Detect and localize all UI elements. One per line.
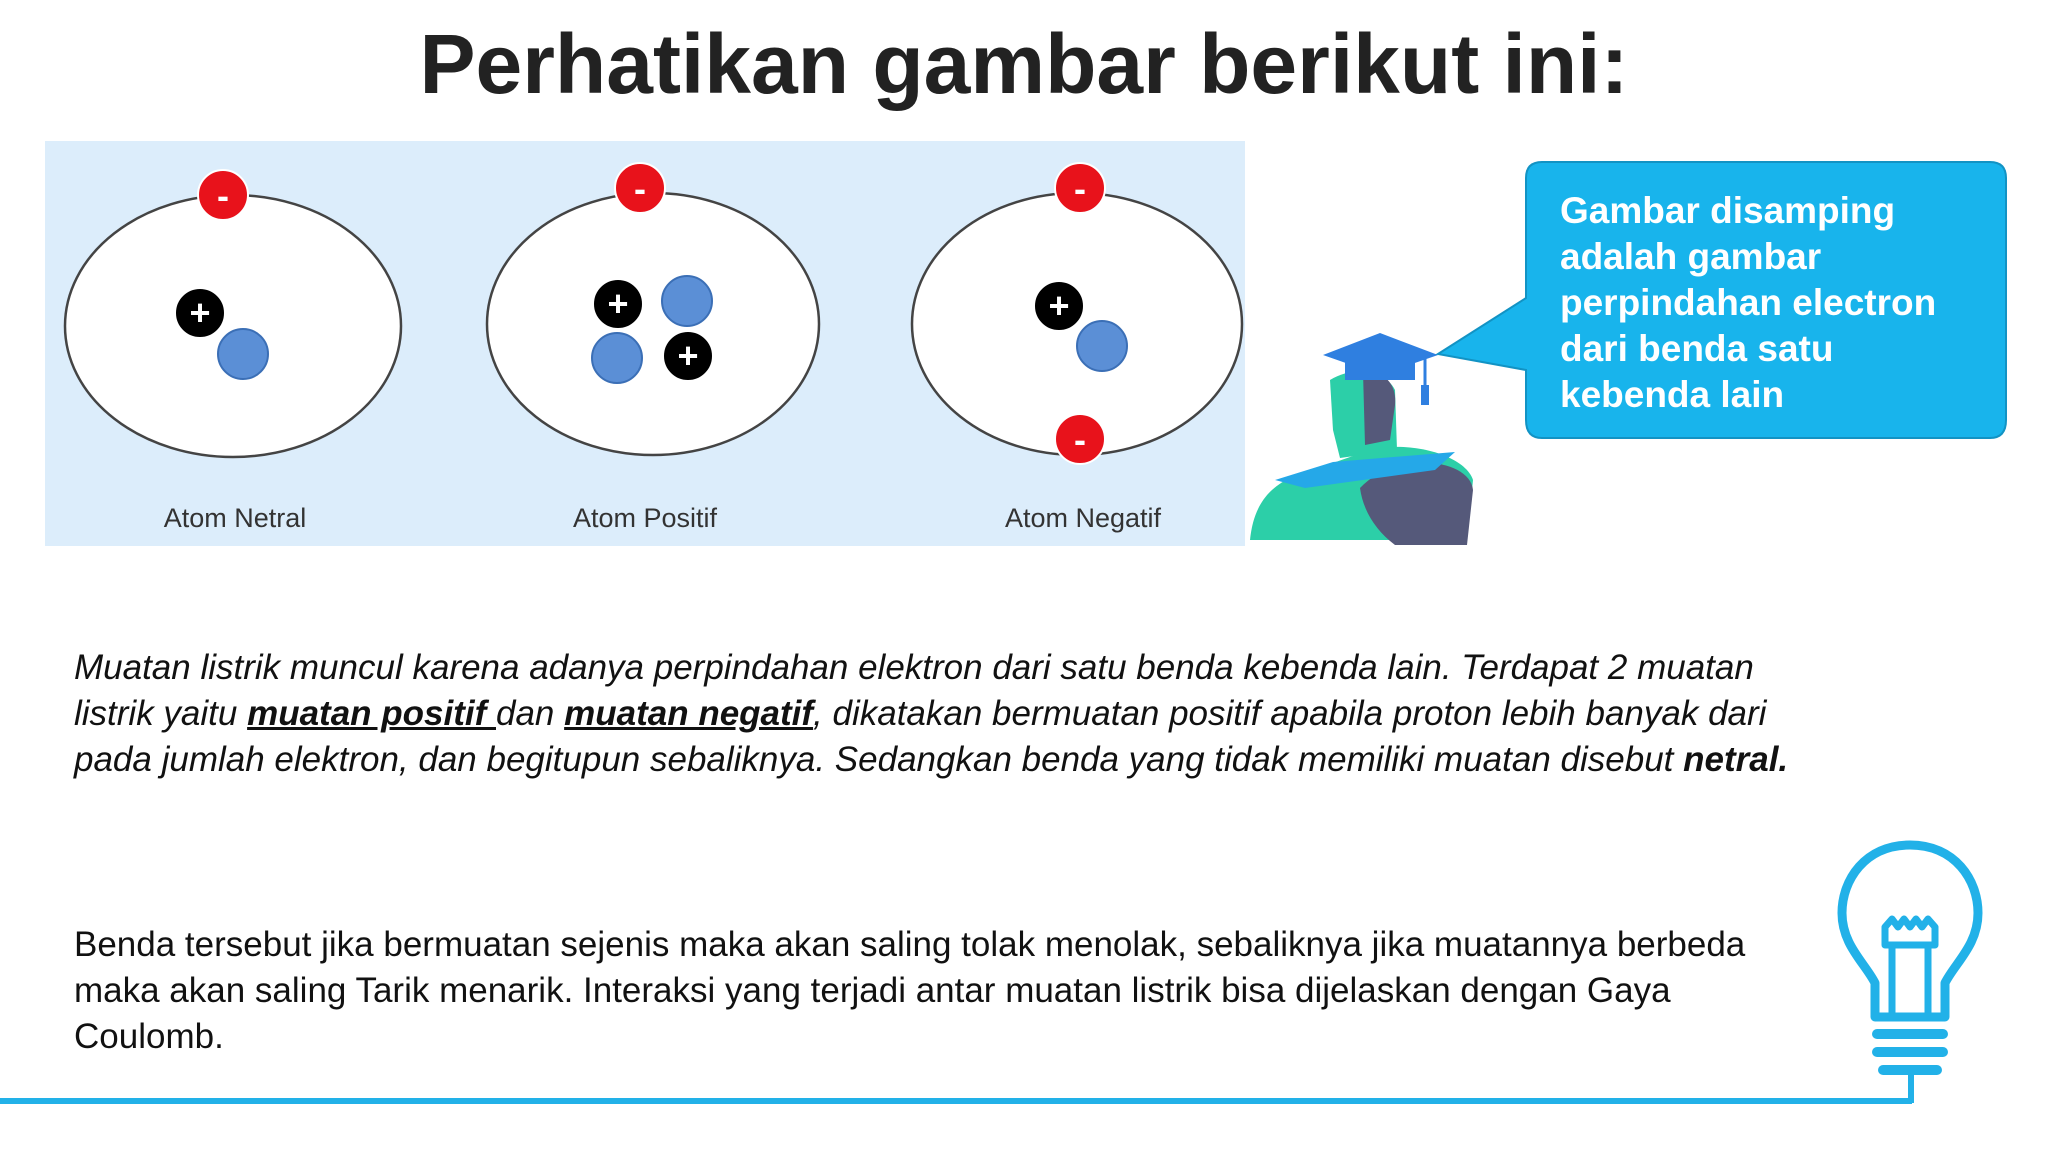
neutron	[592, 333, 642, 383]
minus-sign: -	[1074, 419, 1086, 460]
minus-sign: -	[634, 168, 646, 209]
paragraph-charges	[74, 645, 1814, 783]
minus-sign: -	[217, 175, 229, 216]
atom-negative	[912, 163, 1242, 464]
paragraph-coulomb: Benda tersebut jika bermuatan sejenis maka akan saling tolak menolak, sebaliknya jika muatannya berbeda maka akan saling Tarik menarik. Interaksi yang terjadi antar muatan listrik bisa dijelaskan dengan Gaya Coulomb.	[74, 925, 1746, 1056]
paragraph-text: Muatan listrik muncul karena adanya perpindahan elektron dari satu benda kebenda lain. Terdapat 2 muatan listrik yaitu	[74, 648, 1754, 733]
plus-sign: +	[607, 283, 629, 324]
neutron	[218, 329, 268, 379]
atom-label-neutral: Atom Netral	[163, 503, 307, 533]
term-positive-charge: muatan positif	[247, 694, 496, 733]
term-neutral: netral.	[1683, 740, 1789, 779]
plus-sign: +	[1048, 285, 1070, 326]
paragraph-text: dan	[496, 694, 565, 733]
atom-neutral	[65, 170, 401, 457]
bubble-line: dari benda satu	[1560, 328, 1834, 369]
atom-label-positive: Atom Positif	[572, 503, 718, 533]
atom-positive	[487, 163, 819, 455]
paragraph-text: , dikatakan bermuatan positif apabila proton lebih banyak dari pada jumlah elektron, dan begitupun sebaliknya. Sedangkan benda yang tidak memiliki muatan disebut	[74, 694, 1767, 779]
page-title: Perhatikan gambar berikut ini:	[419, 17, 1629, 111]
atom-diagram-panel	[45, 141, 1245, 546]
bubble-line: adalah gambar	[1560, 236, 1822, 277]
minus-sign: -	[1074, 168, 1086, 209]
bubble-line: perpindahan electron	[1560, 282, 1937, 323]
plus-sign: +	[189, 292, 211, 333]
atom-label-negative: Atom Negatif	[1004, 503, 1162, 533]
bottom-accent-line	[0, 1098, 1912, 1104]
plus-sign: +	[677, 335, 699, 376]
orbit-ring	[65, 195, 401, 457]
speech-bubble-text	[1560, 188, 1990, 418]
neutron	[662, 276, 712, 326]
orbit-ring	[487, 193, 819, 455]
bubble-line: kebenda lain	[1560, 374, 1785, 415]
term-negative-charge: muatan negatif	[564, 694, 814, 733]
lightbulb-icon	[1830, 835, 1990, 1105]
bubble-line: Gambar disamping	[1560, 190, 1896, 231]
neutron	[1077, 321, 1127, 371]
atom-diagram	[45, 141, 1245, 546]
